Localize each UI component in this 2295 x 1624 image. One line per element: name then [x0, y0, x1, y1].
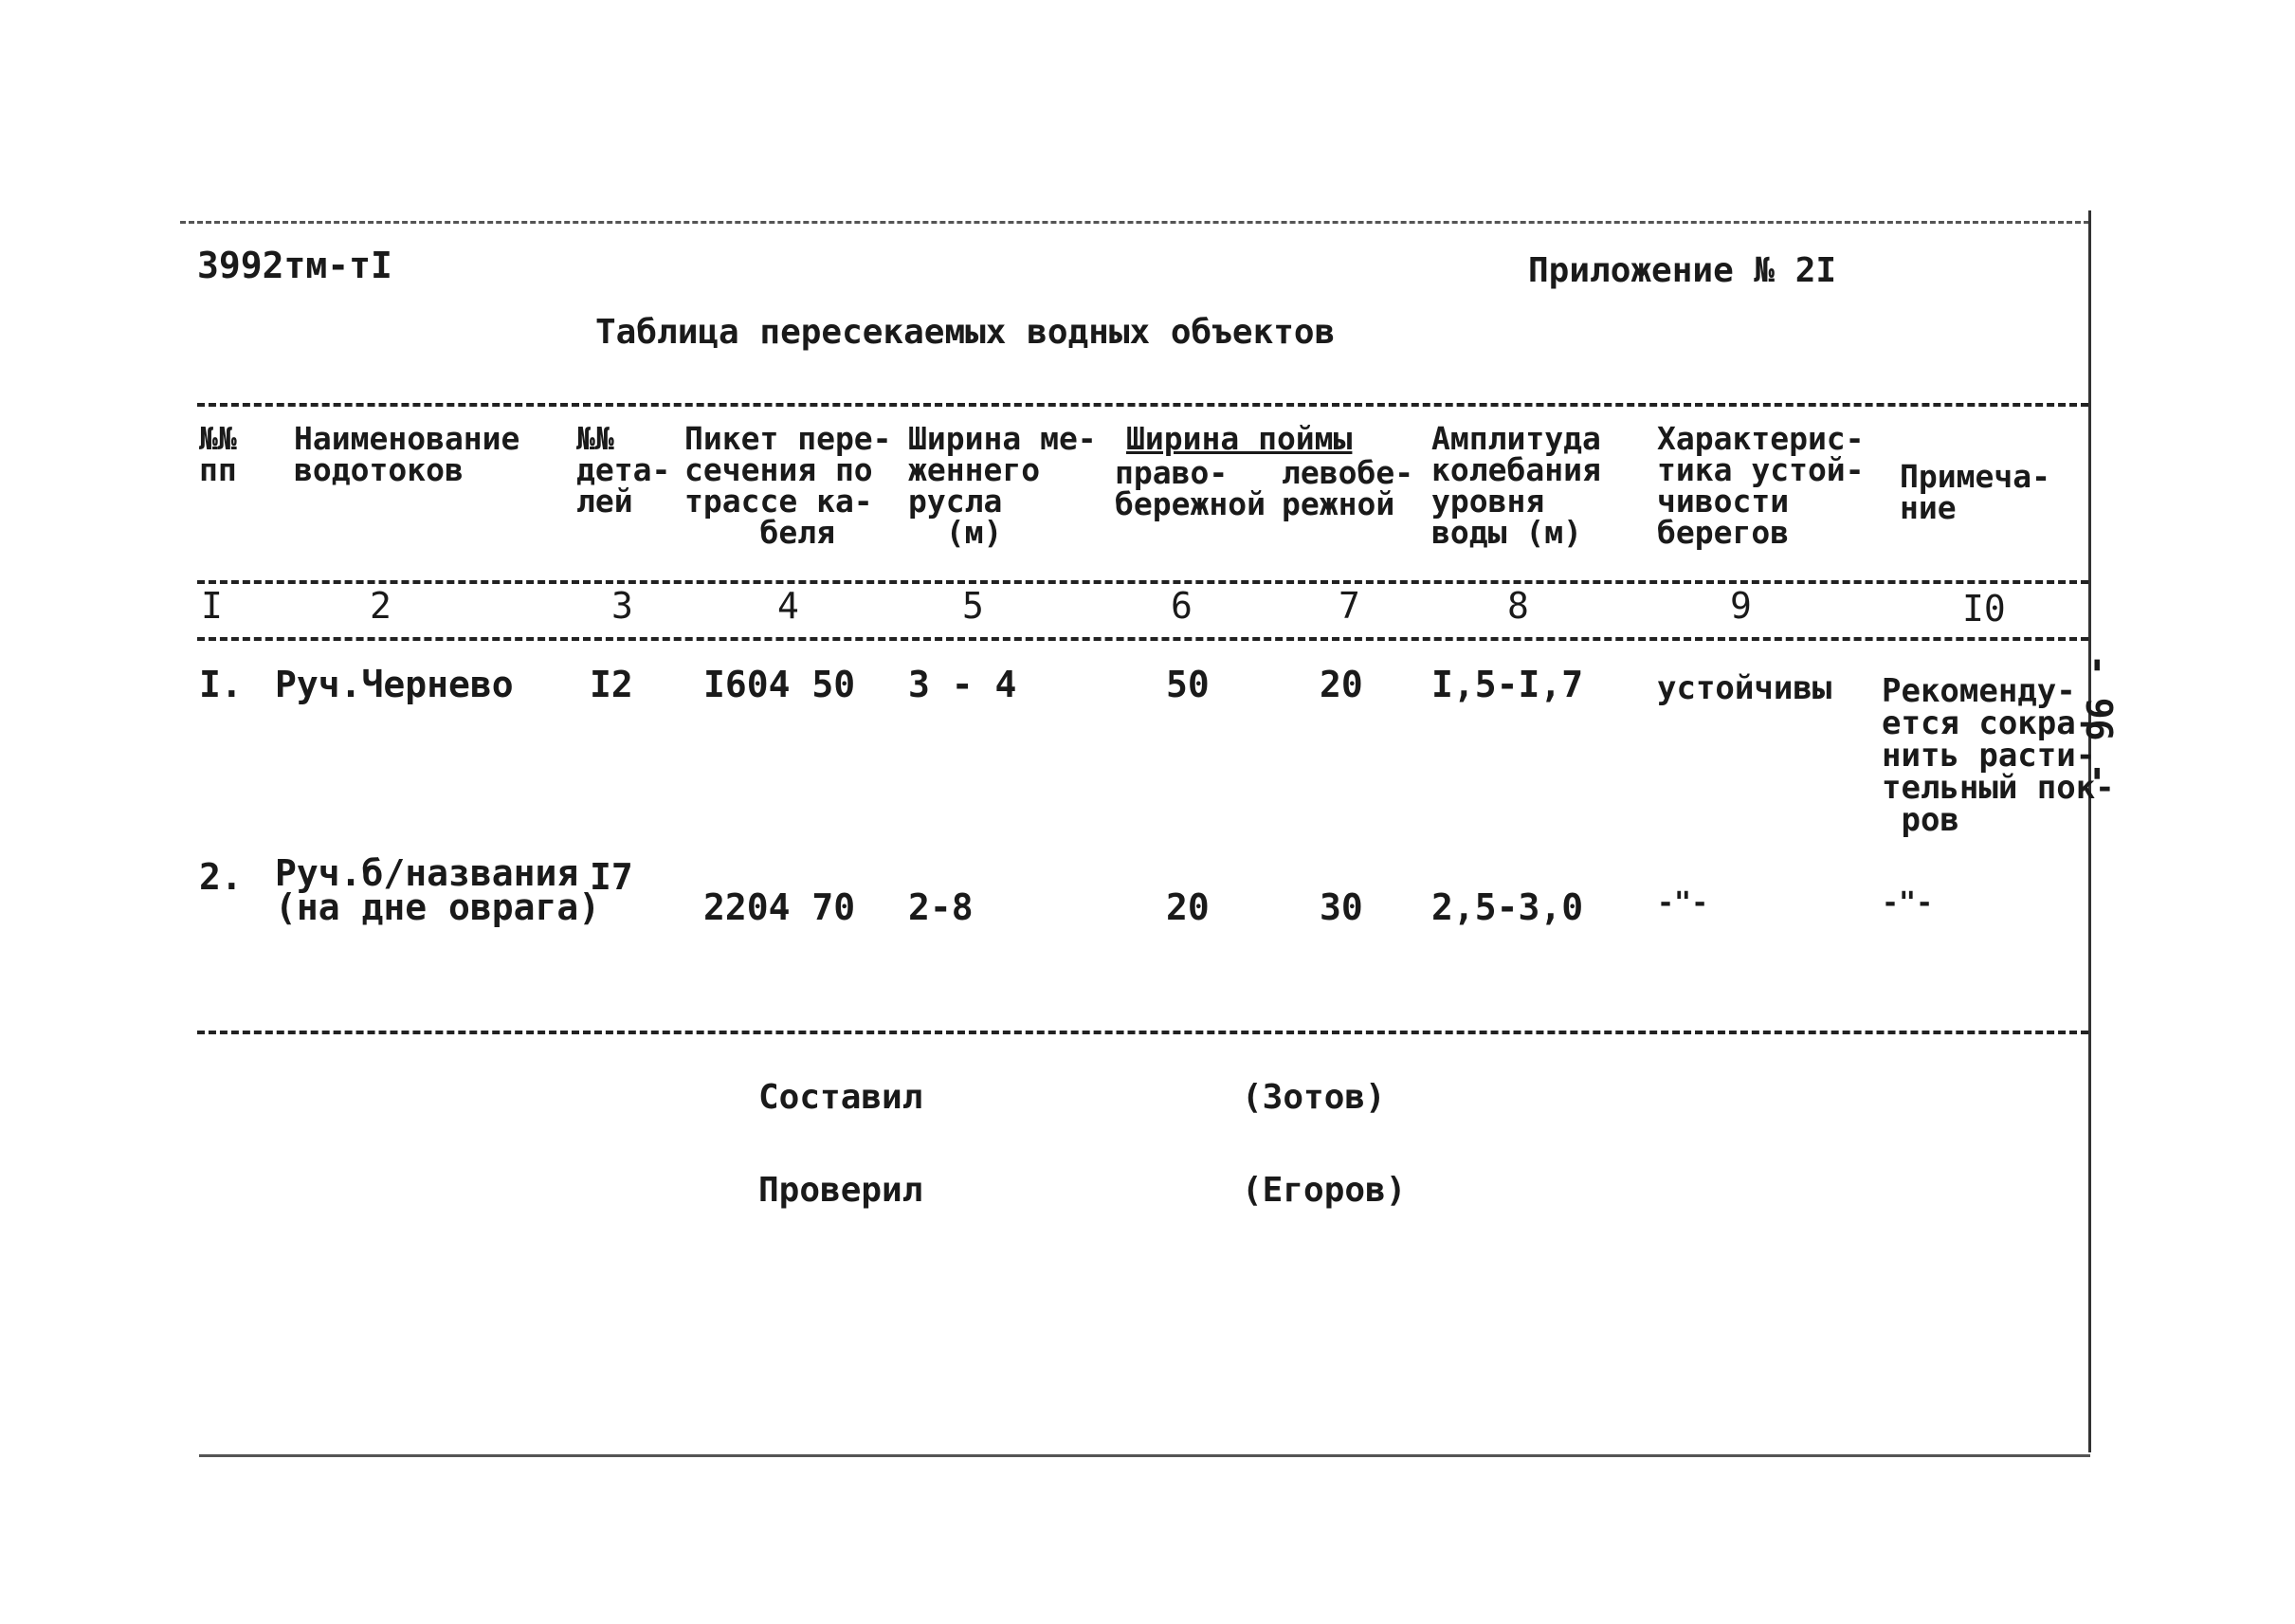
- col-number-3: 3: [611, 585, 633, 627]
- col-number-10: I0: [1962, 588, 2006, 630]
- checked-label: Проверил: [758, 1171, 923, 1210]
- col-header-bank-stability: Характерис- тика устой- чивости берегов: [1657, 420, 1865, 551]
- row1-left-bank: 20: [1320, 664, 1363, 705]
- col-number-7: 7: [1339, 585, 1360, 627]
- col-number-6: 6: [1171, 585, 1193, 627]
- col-header-amplitude: Амплитуда колебания уровня воды (м): [1431, 420, 1601, 551]
- col-header-floodplain-width: Ширина поймы: [1126, 420, 1353, 457]
- row2-number: 2.: [199, 856, 243, 898]
- col-header-left-bank: левобе- режной: [1282, 454, 1414, 522]
- col-number-2: 2: [370, 585, 392, 627]
- frame-top-line: [180, 221, 2089, 224]
- page-number-mark: - 96 -: [2078, 654, 2120, 785]
- col-number-1: I: [201, 585, 223, 627]
- row2-right-bank: 20: [1166, 886, 1210, 928]
- row2-details: I7: [590, 856, 633, 898]
- col-header-details: №№ дета- лей: [576, 420, 671, 520]
- row2-left-bank: 30: [1320, 886, 1363, 928]
- checked-name: (Егоров): [1242, 1171, 1407, 1210]
- row2-note: -"-: [1882, 886, 1934, 920]
- row2-name: Руч.б/названия (на дне оврага): [275, 852, 601, 928]
- row2-channel-width: 2-8: [908, 886, 974, 928]
- col-header-name: Наименование водотоков: [294, 420, 520, 488]
- col-header-channel-width: Ширина ме- женнего русла (м): [908, 420, 1097, 551]
- row1-note: Рекоменду- ется сокра- нить расти- тельный пок- ров: [1882, 672, 2115, 839]
- header-rule: [197, 580, 2088, 584]
- compiled-label: Составил: [758, 1078, 923, 1117]
- page-title: Таблица пересекаемых водных объектов: [595, 313, 1336, 352]
- col-number-8: 8: [1507, 585, 1529, 627]
- row1-details: I2: [590, 664, 633, 705]
- col-number-9: 9: [1730, 585, 1752, 627]
- row1-amplitude: I,5-I,7: [1431, 664, 1584, 705]
- col-header-right-bank: право- бережной: [1115, 454, 1266, 522]
- row2-bank-stability: -"-: [1657, 886, 1709, 920]
- row1-right-bank: 50: [1166, 664, 1210, 705]
- numbers-rule: [197, 637, 2088, 641]
- row2-picket: 2204 70: [703, 886, 856, 928]
- compiled-name: (Зотов): [1242, 1078, 1386, 1117]
- appendix-label: Приложение № 2I: [1528, 251, 1837, 290]
- document-code: 3992тм-тI: [197, 245, 392, 286]
- col-header-picket: Пикет пере- сечения по трассе ка- беля: [684, 420, 892, 551]
- row2-amplitude: 2,5-3,0: [1431, 886, 1584, 928]
- row1-bank-stability: устойчивы: [1657, 669, 1832, 707]
- col-header-number: №№ пп: [199, 420, 237, 488]
- frame-bottom-line: [199, 1454, 2090, 1457]
- row1-number: I.: [199, 664, 243, 705]
- col-header-note: Примеча- ние: [1900, 458, 2050, 526]
- row1-name: Руч.Чернево: [275, 664, 514, 705]
- table-bottom-rule: [197, 1031, 2088, 1034]
- table-top-rule: [197, 403, 2088, 407]
- col-number-5: 5: [962, 585, 984, 627]
- col-number-4: 4: [777, 585, 799, 627]
- row1-channel-width: 3 - 4: [908, 664, 1017, 705]
- row1-picket: I604 50: [703, 664, 856, 705]
